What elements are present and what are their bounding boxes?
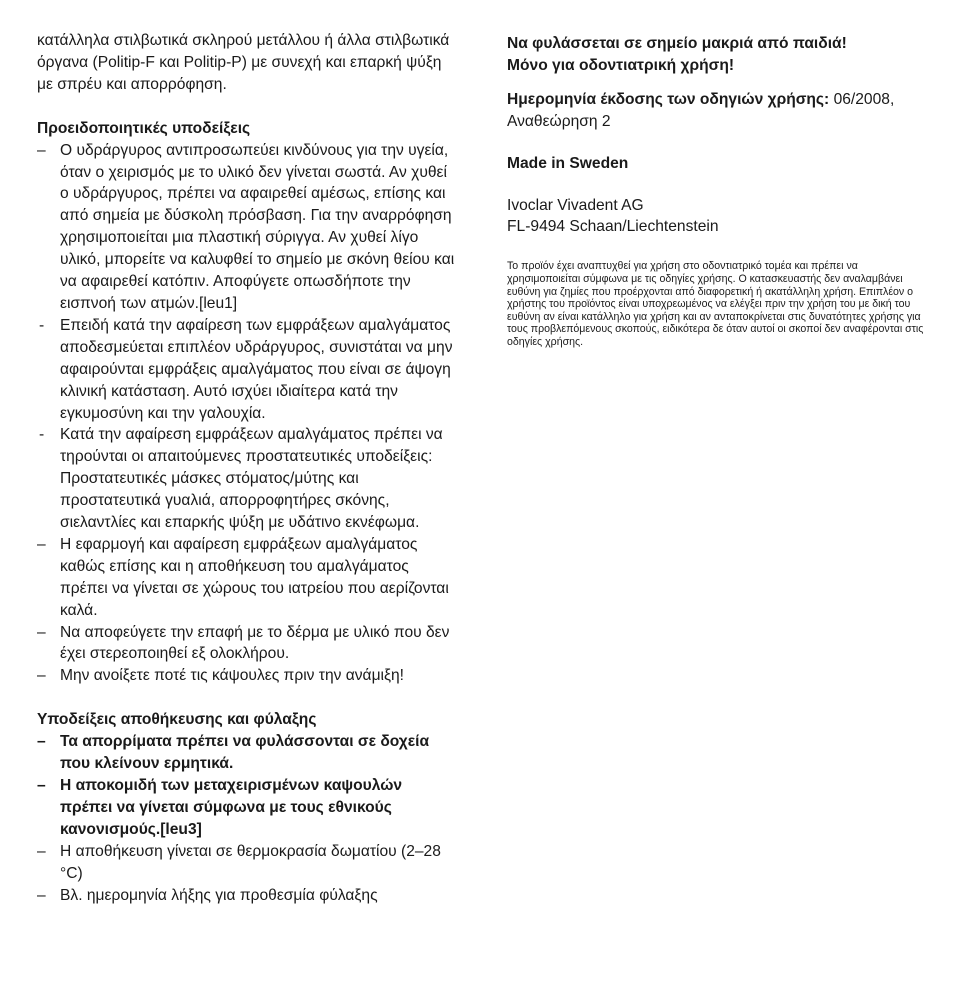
warning-item: – Η εφαρμογή και αφαίρεση εμφράξεων αμαλγάματος καθώς επίσης και η αποθήκευση του αμαλγάματος πρέπει να γίνεται σε χώρους του ιατρείου που αερίζονται καλά. [37, 534, 457, 622]
company-address: FL-9494 Schaan/Liechtenstein [507, 218, 719, 236]
storage-item: – Βλ. ημερομηνία λήξης για προθεσμία φύλαξης [37, 885, 457, 907]
storage-item: – Τα απορρίματα πρέπει να φυλάσσονται σε δοχεία που κλείνουν ερμητικά. [37, 731, 457, 775]
warning-item: – Να αποφεύγετε την επαφή με το δέρμα με υλικό που δεν έχει στερεοποιηθεί εξ ολοκλήρου. [37, 622, 457, 666]
storage-heading: Υποδείξεις αποθήκευσης και φύλαξης [37, 711, 317, 729]
storage-item: – Η αποθήκευση γίνεται σε θερμοκρασία δωματίου (2–28 °C) [37, 841, 457, 885]
made-in: Made in Sweden [507, 154, 629, 172]
right-column [507, 33, 927, 349]
warning-item: - Επειδή κατά την αφαίρεση των εμφράξεων αμαλγάματος αποδεσμεύεται επιπλέον υδράργυρος, συνιστάται να μην αφαιρούνται εμφράξεις αμαλγάματος που είναι σε άψογη κλινική κατάσταση. Αυτό ισχύει ιδιαίτερα κατά την εγκυμοσύνη και την γαλουχία. [37, 315, 457, 425]
issue-date-label: Ημερομηνία έκδοσης των οδηγιών χρήσης: [507, 90, 830, 108]
dental-use-notice: Μόνο για οδοντιατρική χρήση! [507, 56, 735, 74]
issue-date [507, 89, 927, 133]
company-name: Ivoclar Vivadent AG [507, 196, 644, 214]
warnings-list [37, 140, 457, 688]
warning-item: - Κατά την αφαίρεση εμφράξεων αμαλγάματος πρέπει να τηρούνται οι απαιτούμενες προστατευτικές υποδείξεις: Προστατευτικές μάσκες στόματος/μύτης και προστατευτικά γυαλιά, απορροφητήρες σκόνης, σιελαντλίες και επαρκής ψύξη με υδάτινο εκνέφωμα. [37, 424, 457, 534]
left-column [37, 30, 457, 906]
warning-item: – Μην ανοίξετε ποτέ τις κάψουλες πριν την ανάμιξη! [37, 665, 457, 687]
storage-item: – Η αποκομιδή των μεταχειρισμένων καψουλών πρέπει να γίνεται σύμφωνα με τους εθνικούς κανονισμούς.[leu3] [37, 775, 457, 841]
disclaimer: Το προϊόν έχει αναπτυχθεί για χρήση στο οδοντιατρικό τομέα και πρέπει να χρησιμοποιείται σύμφωνα με τις οδηγίες χρήσης. Ο κατασκευαστής δεν αναλαμβάνει ευθύνη για ζημίες που προέρχονται από διαφορετική ή ακατάλληλη χρήση. Επιπλέον ο χρήστης του προϊόντος είναι υποχρεωμένος να ελέγξει πριν την χρήση του με δική του ευθύνη αν είναι κατάλληλο για χρήση και αν ανταποκρίνεται στις δυνατότητες χρήσης για τους προβλεπόμενους σκοπούς, ειδικότερα δε όταν αυτοί οι σκοποί δεν αναφέρονται στις οδηγίες χρήσης. [507, 260, 924, 348]
intro-paragraph: κατάλληλα στιλβωτικά σκληρού μετάλλου ή άλλα στιλβωτικά όργανα (Politip-F και Politip-P) με συνεχή και επαρκή ψύξη με σπρέυ και απορρόφηση. [37, 32, 450, 93]
issue-date-value: 06/2008, Αναθεώρηση 2 [507, 90, 895, 130]
keep-away-notice: Να φυλάσσεται σε σημείο μακριά από παιδιά! [507, 35, 847, 52]
storage-list [37, 731, 457, 906]
warnings-heading: Προειδοποιητικές υποδείξεις [37, 119, 251, 137]
warning-item: – Ο υδράργυρος αντιπροσωπεύει κινδύνους για την υγεία, όταν ο χειρισμός με το υλικό δεν γίνεται σωστά. Αν χυθεί ο υδράργυρος, πρέπει να αφαιρεθεί αμέσως, επίσης και από σημεία με δύσκολη πρόσβαση. Για την αναρρόφηση χρησιμοποιείται μια πλαστική σύριγγα. Αν χυθεί λίγο υλικό, μπορείτε να καλυφθεί το σημείο με σκόνη θείου και να αφαιρεθεί κατόπιν. Αποφύγετε οπωσδήποτε την εισπνοή των ατμών.[leu1] [37, 140, 457, 315]
